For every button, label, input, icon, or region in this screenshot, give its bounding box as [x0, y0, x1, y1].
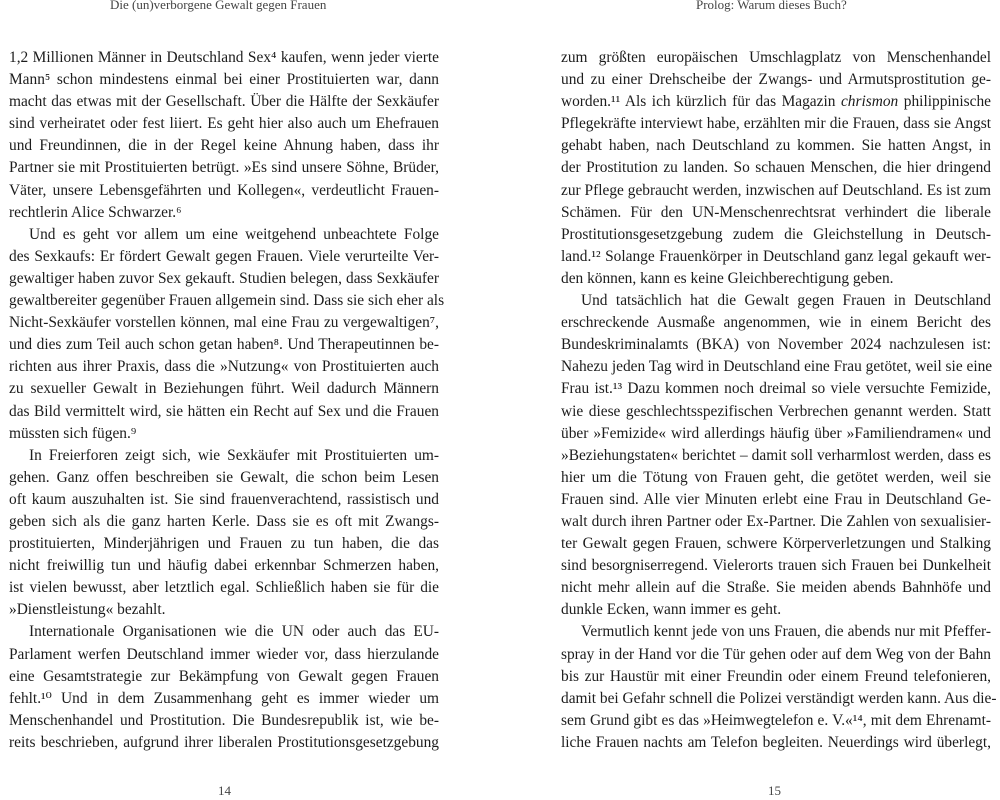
text-line: reits beschrieben, aufgrund ihrer liberalen Prostitutionsgesetzgebung	[9, 733, 439, 751]
text-line: und zu einer Drehscheibe der Zwangs- und Armutsprostitution ge-	[561, 71, 991, 89]
text-line: prostituierten, Minderjährigen und Frauen zu tun haben, die das	[9, 535, 439, 553]
text-line: Und tatsächlich hat die Gewalt gegen Frauen in Deutschland	[581, 292, 991, 310]
running-head-right: Prolog: Warum dieses Buch?	[696, 0, 847, 12]
text-line: wie diese geschlechtsspezifischen Verbrechen genannt werden. Statt	[561, 402, 991, 420]
text-line: zum größten europäischen Umschlagplatz von Menschenhandel	[561, 49, 991, 66]
text-line: ter Gewalt gegen Frauen, schwere Körperverletzungen und Stalking	[561, 535, 991, 553]
text-line: oft kaum auszuhalten ist. Sie sind frauenverachtend, rassistisch und	[9, 490, 439, 508]
text-line: Menschenhandel und Prostitution. Die Bundesrepublik ist, wie be-	[9, 711, 439, 729]
text-line: walt durch ihren Partner oder Ex-Partner. Die Zahlen von sexualisier-	[561, 512, 991, 530]
running-head-left: Die (un)verborgene Gewalt gegen Frauen	[110, 0, 327, 12]
text-line: »Dienstleistung« bezahlt.	[9, 601, 166, 619]
text-line: Partner sie mit Prostituierten betrügt. »Es sind unsere Söhne, Brüder,	[9, 159, 439, 177]
right-body-text	[561, 47, 997, 754]
text-line: richten aus ihrer Praxis, dass die »Nutzung« von Prostituierten auch	[9, 358, 439, 376]
text-line: »Beziehungstaten« berichtet – damit soll verharmlost werden, dass es	[561, 446, 991, 464]
text-line: Bundeskriminalamts (BKA) von November 2024 nachzulesen ist:	[561, 336, 991, 354]
text-line: macht das etwas mit der Gesellschaft. Über die Hälfte der Sexkäufer	[9, 93, 439, 111]
text-line: zu sexueller Gewalt in Beziehungen führt. Weil dadurch Männern	[9, 380, 439, 398]
text-line: Vermutlich kennt jede von uns Frauen, die abends nur mit Pfeffer-	[581, 623, 991, 641]
text-line: Internationale Organisationen wie die UN oder auch das EU-	[29, 623, 439, 641]
text-line: land.¹² Solange Frauenkörper in Deutschland ganz legal gekauft wer-	[561, 247, 991, 265]
text-line: des Sexkaufs: Er fördert Gewalt gegen Frauen. Viele verurteilte Ver-	[9, 247, 439, 265]
text-line: bis zur Haustür mit einer Freundin oder einem Freund telefonieren,	[561, 667, 991, 685]
text-line: gehen. Ganz offen beschreiben sie Gewalt, die schon beim Lesen	[9, 468, 439, 486]
text-line: worden.¹¹ Als ich kürzlich für das Magazin chrismon philippinische	[561, 93, 991, 111]
text-line: Parlament werfen Deutschland immer wieder vor, dass hierzulande	[9, 645, 439, 663]
text-line: ist vielen bewusst, aber letztlich egal. Schließlich haben sie für die	[9, 579, 439, 597]
text-line: In Freierforen zeigt sich, wie Sexkäufer mit Prostituierten um-	[29, 446, 439, 464]
text-line: der Prostitution zu landen. So schauen Menschen, die hier dringend	[561, 159, 991, 177]
text-line: Schämen. Für den UN-Menschenrechtsrat verhindert die liberale	[561, 203, 991, 221]
text-line: spray in der Hand vor die Tür gehen oder auf dem Weg von der Bahn	[561, 645, 991, 663]
text-line: erschreckende Ausmaße angenommen, wie in einem Bericht des	[561, 314, 991, 332]
text-line: sind besorgniserregend. Vielerorts trauen sich Frauen bei Dunkelheit	[561, 557, 991, 575]
text-line: sind verheiratet oder fest liiert. Es geht hier also auch um Ehefrauen	[9, 115, 439, 133]
text-line: müssten sich fügen.⁹	[9, 424, 137, 442]
text-line: geben sich als die ganz harten Kerle. Dass sie es oft mit Zwangs-	[9, 512, 439, 530]
text-line: über »Femizide« wird allerdings häufig über »Familiendramen« und	[561, 424, 991, 442]
page-number-right: 15	[768, 783, 781, 798]
text-line: Prostitutionsgesetzgebung zudem die Gleichstellung in Deutsch-	[561, 225, 991, 243]
left-body-text	[9, 47, 445, 754]
text-line: nicht freiwillig tun und häufig dabei erkennbar Schmerzen haben,	[9, 557, 439, 575]
text-line: gewaltbereiter gegenüber Frauen allgemein sind. Dass sie sich eher als	[9, 292, 445, 310]
text-line: gehabt haben, nach Deutschland zu kommen. Sie hatten Angst, in	[561, 137, 991, 155]
text-line: hier um die Tötung von Frauen geht, die getötet werden, weil sie	[561, 468, 991, 486]
text-line: eine Gesamtstrategie zur Bekämpfung von Gewalt gegen Frauen	[9, 667, 439, 685]
text-line: fehlt.¹⁰ Und in dem Zusammenhang geht es immer wieder um	[9, 689, 439, 707]
text-line: und Freundinnen, die in der Regel keine Ahnung haben, dass ihr	[9, 137, 439, 155]
text-line: Nicht-Sexkäufer vorstellen können, mal eine Frau zu vergewaltigen⁷,	[9, 314, 439, 332]
text-line: Mann⁵ schon mindestens einmal bei einer Prostituierten war, dann	[9, 71, 439, 89]
text-line: und dies zum Teil auch schon getan haben⁸. Und Therapeutinnen be-	[9, 336, 439, 354]
text-line: damit bei Gefahr schnell die Polizei verständigt werden kann. Aus die-	[561, 689, 997, 707]
text-line: 1,2 Millionen Männer in Deutschland Sex⁴ kaufen, wenn jeder vierte	[9, 49, 439, 66]
page-number-left: 14	[218, 783, 231, 798]
text-line: dunkle Ecken, wann immer es geht.	[561, 601, 782, 619]
text-line: Und es geht vor allem um eine weitgehend unbeachtete Folge	[29, 225, 439, 243]
text-line: Nahezu jeden Tag wird in Deutschland eine Frau getötet, weil sie eine	[561, 358, 993, 376]
text-line: Väter, unsere Lebensgefährten und Kollegen«, verdeutlicht Frauen-	[9, 181, 439, 199]
text-line: das Bild vermittelt wird, sie hätten ein Recht auf Sex und die Frauen	[9, 402, 439, 420]
text-line: nicht mehr allein auf die Straße. Sie meiden abends Bahnhöfe und	[561, 579, 991, 597]
text-line: den können, kann es keine Gleichberechtigung geben.	[561, 269, 894, 287]
text-line: Pflegekräfte interviewt habe, erzählten mir die Frauen, dass sie Angst	[561, 115, 991, 133]
text-line: liche Frauen nachts am Telefon begleiten. Neuerdings wird überlegt,	[561, 733, 991, 751]
text-line: sem Grund gibt es das »Heimwegtelefon e. V.«¹⁴, mit dem Ehrenamt-	[561, 711, 991, 729]
text-line: zur Pflege gebraucht werden, inzwischen auf Deutschland. Es ist zum	[561, 181, 991, 199]
text-line: rechtlerin Alice Schwarzer.⁶	[9, 203, 182, 221]
text-line: Frau ist.¹³ Dazu kommen noch dreimal so viele versuchte Femizide,	[561, 380, 991, 398]
text-line: gewaltiger haben zuvor Sex gekauft. Studien belegen, dass Sexkäufer	[9, 269, 439, 287]
text-line: Frauen sind. Alle vier Minuten erlebt eine Frau in Deutschland Ge-	[561, 490, 991, 508]
right-page	[500, 0, 1000, 800]
